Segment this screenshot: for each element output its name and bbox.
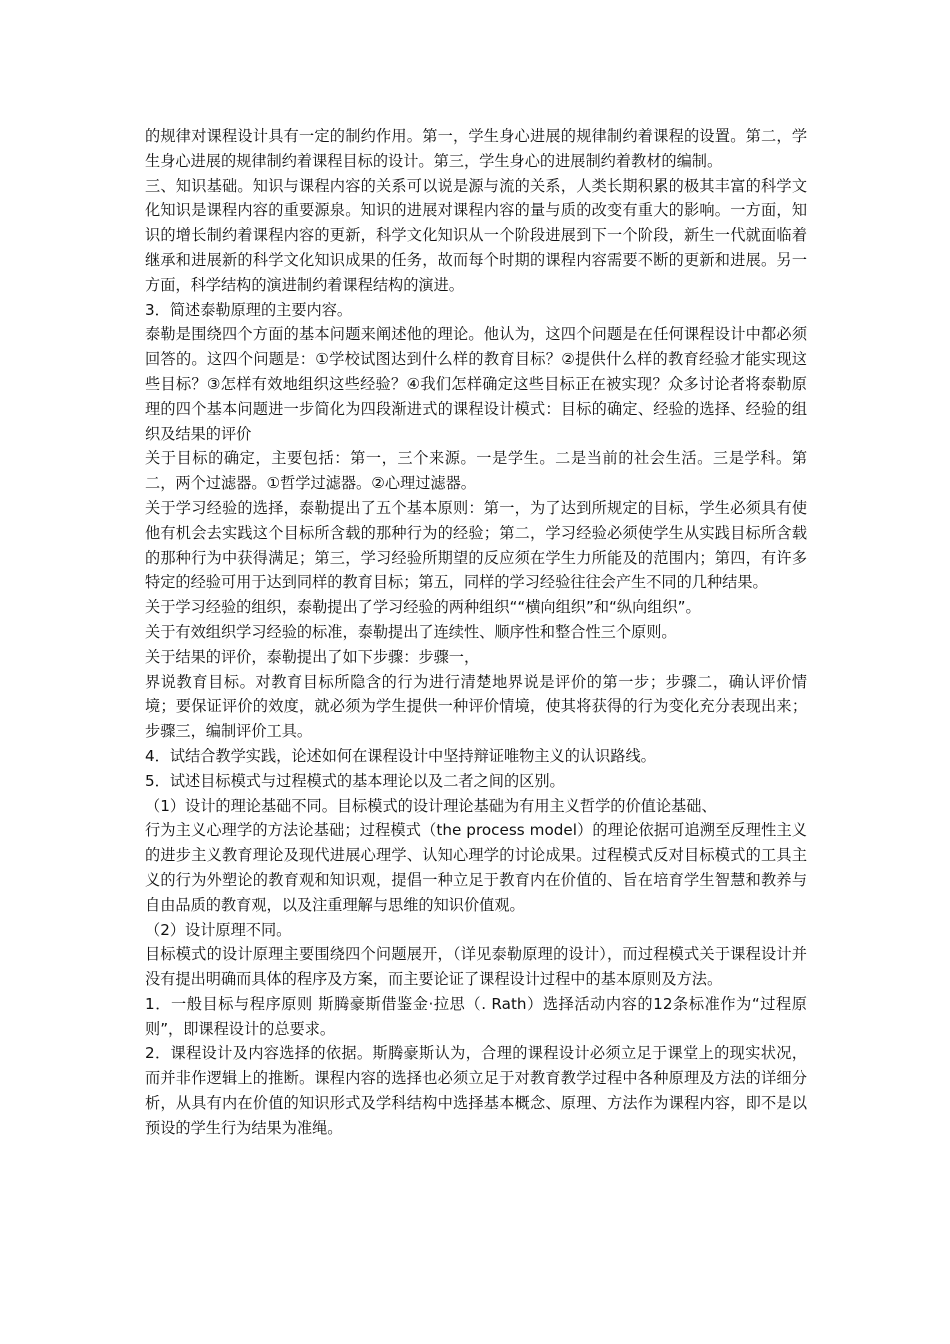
paragraph-18: 2．课程设计及内容选择的依据。斯腾豪斯认为，合理的课程设计必须立足于课堂上的现实状况，而并非作逻辑上的推断。课程内容的选择也必须立足于对教育教学过程中各种原理及方法的详细分析，从具有内在价值的知识形式及学科结构中选择基本概念、原理、方法作为课程内容，即不是以预设的学生行为结果为准绳。 [145,1044,807,1137]
paragraph-13: （1）设计的理论基础不同。目标模式的设计理论基础为有用主义哲学的价值论基础、 [145,796,717,815]
paragraph-1: 的规律对课程设计具有一定的制约作用。第一，学生身心进展的规律制约着课程的设置。第二，学生身心进展的规律制约着课程目标的设计。第三，学生身心的进展制约着教材的编制。 [145,127,807,170]
paragraph-7: 关于学习经验的组织，泰勒提出了学习经验的两种组织““横向组织”和“纵向组织”。 [145,598,701,617]
paragraph-9: 关于结果的评价，泰勒提出了如下步骤：步骤一， [145,647,480,666]
paragraph-14: 行为主义心理学的方法论基础；过程模式（the process model）的理论依据可追溯至反理性主义的进步主义教育理论及现代进展心理学、认知心理学的讨论成果。过程模式反对目标模式的工具主义的行为外塑论的教育观和知识观，提倡一种立足于教育内在价值的、旨在培育学生智慧和教养与自由品质的教育观，以及注重理解与思维的知识价值观。 [145,821,807,914]
paragraph-6: 关于学习经验的选择，泰勒提出了五个基本原则：第一，为了达到所规定的目标，学生必须具有使他有机会去实践这个目标所含载的那种行为的经验；第二，学习经验必须使学生从实践目标所含载的那种行为中获得满足；第三，学习经验所期望的反应须在学生力所能及的范围内；第四，有许多特定的经验可用于达到同样的教育目标；第五，同样的学习经验往往会产生不同的几种结果。 [145,498,807,592]
paragraph-2: 三、知识基础。知识与课程内容的关系可以说是源与流的关系，人类长期积累的极其丰富的科学文化知识是课程内容的重要源泉。知识的进展对课程内容的量与质的改变有重大的影响。一方面，知识的增长制约着课程内容的更新，科学文化知识从一个阶段进展到下一个阶段，新生一代就面临着继承和进展新的科学文化知识成果的任务，故而每个时期的课程内容需要不断的更新和进展。另一方面，科学结构的演进制约着课程结构的演进。 [145,176,807,294]
question-4-heading: 4．试结合教学实践，论述如何在课程设计中坚持辩证唯物主义的认识路线。 [145,746,656,765]
question-5-heading: 5．试述目标模式与过程模式的基本理论以及二者之间的区别。 [145,771,565,790]
paragraph-10: 界说教育目标。对教育目标所隐含的行为进行清楚地界说是评价的第一步；步骤二，确认评价情境；要保证评价的效度，就必须为学生提供一种评价情境，使其将获得的行为变化充分表现出来；步骤三，编制评价工具。 [145,672,807,741]
question-3-heading: 3．简述泰勒原理的主要内容。 [145,300,353,319]
paragraph-8: 关于有效组织学习经验的标准，泰勒提出了连续性、顺序性和整合性三个原则。 [145,622,677,641]
paragraph-5: 关于目标的确定，主要包括：第一，三个来源。一是学生。二是当前的社会生活。三是学科。第二，两个过滤器。①哲学过滤器。②心理过滤器。 [145,449,807,493]
paragraph-17: 1．一般目标与程序原则 斯腾豪斯借鉴金·拉思（. Rath）选择活动内容的12条标准作为“过程原则”，即课程设计的总要求。 [145,994,807,1038]
paragraph-16: 目标模式的设计原理主要围绕四个问题展开，（详见泰勒原理的设计），而过程模式关于课程设计并没有提出明确而具体的程序及方案，而主要论证了课程设计过程中的基本原则及方法。 [145,945,807,989]
document-page [145,124,807,1141]
paragraph-4: 泰勒是围绕四个方面的基本问题来阐述他的理论。他认为，这四个问题是在任何课程设计中都必须回答的。这四个问题是：①学校试图达到什么样的教育目标？②提供什么样的教育经验才能实现这些目标？③怎样有效地组织这些经验？④我们怎样确定这些目标正在被实现？众多讨论者将泰勒原理的四个基本问题进一步简化为四段渐进式的课程设计模式：目标的确定、经验的选择、经验的组织及结果的评价 [145,325,807,443]
paragraph-15: （2）设计原理不同。 [145,920,292,939]
